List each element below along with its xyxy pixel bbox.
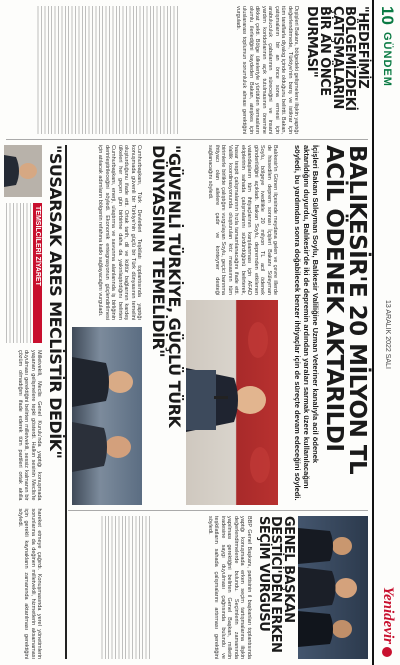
main-story [293, 145, 368, 505]
general-story [100, 516, 368, 659]
bottom-story-headline: "SUSARSAK ARES MECLİSTİR DEDİK" [46, 145, 65, 459]
main-story-body-text: Balıkesir'in Gönen ilçesinde meydana gelen ve çevre illerde de hissedilen deprem sonrası İçişleri Bakanı Süleyman Soylu, bölgeye ivedilikle 20 milyon TL acil ödenek gönderildiğini açıkladı. Bakan Soylu, depremden etkilenen vatandaşların tüm ihtiyaçlarının karşılanması için AFAD ekiplerinin sahada çalışmalarını sürdürdüğünü belirterek, hasar tespit çalışmalarının hızla tamamlanacağını ifade etti. Valilik koordinasyonunda oluşturulan kriz masasının tüm birimlerle birlikte çalıştığını vurgulayan Soylu, geçici barınma ihtiyacı olan ailelere çadır ve konteyner desteği sağlanacağını söyledi. [207, 145, 278, 295]
logo-mark-icon [382, 647, 392, 657]
main-story-headline: BALIKESİR'E 20 MİLYON TL ACİL ÖDENEK AKTARILDI [321, 145, 370, 475]
main-story-kicker: İçişleri Bakanı Süleyman Soylu, Balıkesir Valiliğine Uzman Veteriner kanalıyla acil ödenek aktarıldığını duyurdu, Balıkesir'de iki de depremin ardından yaraları sarmak üzere kullanılacağını söyledi, bu yardımdan sonra doğabilecek benzer ihtiyaçlar için de süreçte devam edeceğini söyledi. [292, 145, 320, 501]
issue-date: 13 ARALIK 2022 SALI [384, 300, 391, 369]
general-story-body: BBP Genel Başkanı, partisinin il başkanları toplantısında yaptığı konuşmada erken seçim tartışmalarına ilişkin değerlendirmelerde bulundu. Seçimlerin zamanında yapılması gerektiğini belirten Genel Başkan, milletin iradesine saygı duyulması çağrısında bulundu ve teşkilatların sahada çalışmalarını artırması gerektiğini söyledi. [206, 516, 252, 659]
feature-story-body-text: Cumhurbaşkanı, Türk Devletleri Teşkilatı toplantısında yaptığı konuşmada güvenli bir Türkiye'nin güçlü bir Türk dünyasının temelini oluşturduğunu ifade etti. Ortak tarih, dil ve kültür bağlarının kardeş ülkeleri her geçen gün birbirine daha da yakınlaştırdığını belirten Cumhurbaşkanı, enerji, ulaştırma ve savunma alanlarında iş birliğinin derinleştirileceğini söyledi. Ekonomik entegrasyonun güçlendirilmesi için atılacak adımların bölgenin refahına katkı sağlayacağını vurguladı. [97, 145, 142, 320]
column-divider [6, 139, 368, 140]
bottom-story-body: Milletvekili, Meclis Genel Kurulu'nda yaptığı konuşmada yaşanan gelişmelere tepki gösterdi. Halkın sesinin Meclis'te duyulması gerektiğini belirten milletvekili, sessiz kalmanın bir çözüm olmadığını ifade ederek tüm partileri ortak akılla hareket etmeye çağırdı. Konuşmasında yerel yönetimlerin sorunlarına da değinen milletvekili, hizmetlerin aksamaması için gerekli kaynakların zamanında aktarılması gerektiğini söyledi. [16, 350, 42, 659]
left-story-headline: "HEDEFİMİZ BÖLGEMİZDEKİ ÇATIŞMALARIN BİR AN ÖNCE DURMASI" [304, 6, 370, 111]
general-story-text-continued [100, 516, 150, 659]
leaders-silhouette [72, 327, 142, 505]
left-story [8, 6, 368, 134]
page-number: 10 [378, 6, 397, 25]
crowd-silhouette [298, 516, 368, 659]
masthead [372, 0, 400, 665]
bottom-story-columns [4, 145, 42, 659]
bottom-story [47, 145, 63, 659]
main-story-photo [186, 300, 278, 505]
bottom-story-red-label: TEMSİLCİLERİ ZİYARET [33, 203, 42, 343]
portrait-silhouette [4, 145, 42, 197]
left-story-text-continued [36, 6, 178, 134]
general-story-photo [298, 516, 368, 659]
section-divider [66, 145, 68, 659]
logo-text: Yenidevir [380, 586, 396, 644]
left-story-body: Dışişleri Bakanı, bölgedeki gelişmelere ilişkin yaptığı değerlendirmede, Türkiye'nin barış ve istikrar için tüm taraflarla diyalog içinde olduğunu belirtti. Bakan, çatışmaların bir an önce sona ermesi için arabuluculuk çabalarının süreceğini ve insani yardım koridorlarının açık tutulmasının önemine dikkat çekti. Bölge ülkeleriyle yürütülen temasların olumlu ilerlediğini kaydeden Bakan, ateşkes için uluslararası toplumun sorumluluk alması gerektiğini vurguladı. [234, 6, 300, 134]
section-label: GÜNDEM [381, 32, 393, 87]
bottom-story-text-column [5, 203, 31, 343]
main-story-body [188, 145, 278, 295]
feature-story [151, 145, 182, 505]
general-story-headline: GENEL BAŞKAN DESTİCİ'DEN ERKEN SEÇİM VURGUSU [255, 516, 296, 653]
column-divider [68, 510, 368, 511]
feature-story-headline: "GÜVENLİ TÜRKİYE, GÜÇLÜ TÜRK DÜNYASININ TEMELİDİR" [149, 145, 184, 428]
feature-story-photo [72, 327, 142, 505]
feature-story-body [72, 145, 142, 320]
bottom-story-photo [4, 145, 42, 197]
speaker-silhouette [186, 300, 278, 505]
newspaper-logo [379, 587, 396, 658]
